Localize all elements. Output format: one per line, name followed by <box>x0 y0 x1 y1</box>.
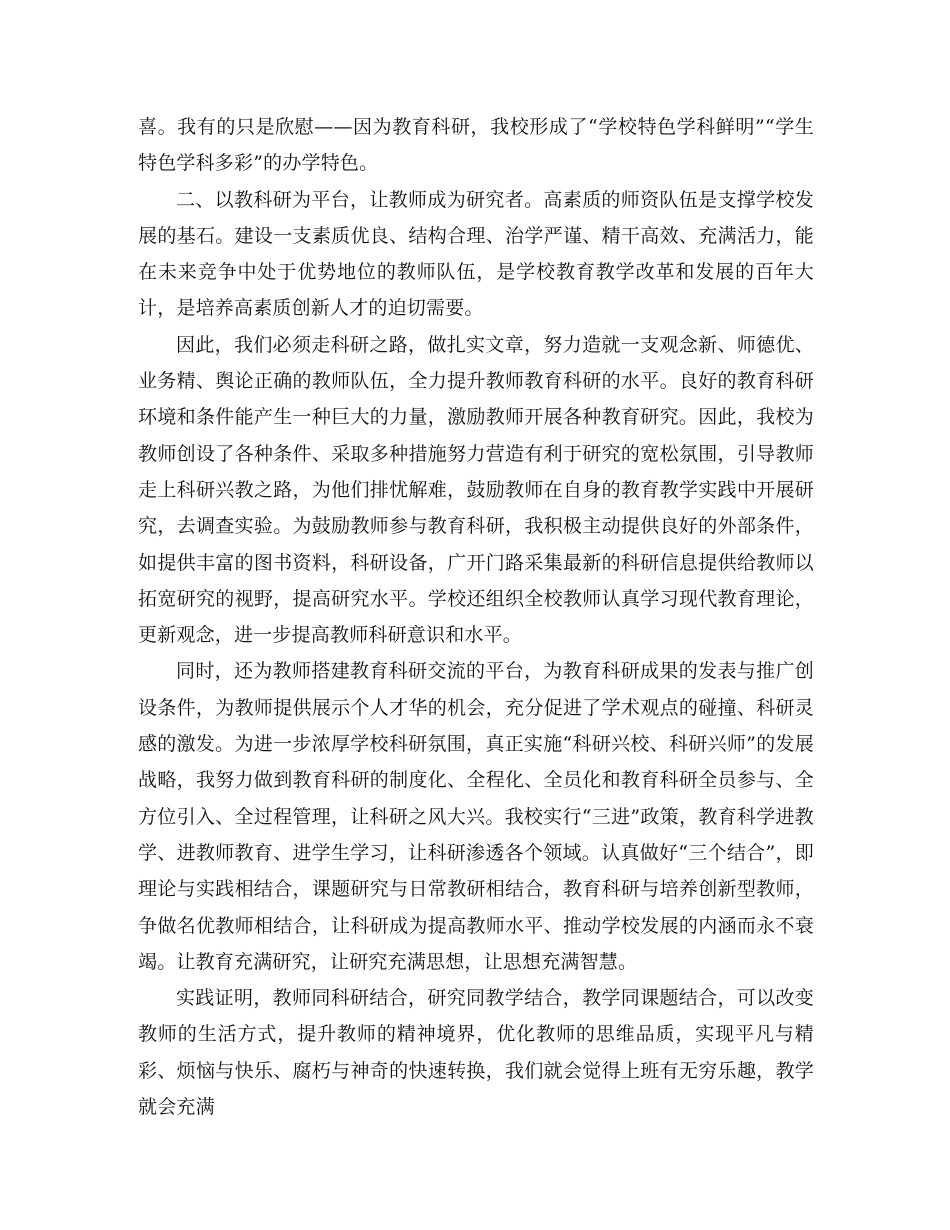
document-body <box>138 109 814 1125</box>
paragraph-5: 实践证明，教师同科研结合，研究同教学结合，教学同课题结合，可以改变教师的生活方式，提升教师的精神境界，优化教师的思维品质，实现平凡与精彩、烦恼与快乐、腐朽与神奇的快速转换，我们就会觉得上班有无穷乐趣，教学就会充满 <box>138 987 814 1119</box>
paragraph-4: 同时，还为教师搭建教育科研交流的平台，为教育科研成果的发表与推广创设条件，为教师提供展示个人才华的机会，充分促进了学术观点的碰撞、科研灵感的激发。为进一步浓厚学校科研氛围，真正实施“科研兴校、科研兴师”的发展战略，我努力做到教育科研的制度化、全程化、全员化和教育科研全员参与、全方位引入、全过程管理，让科研之风大兴。我校实行“三进”政策，教育科学进教学、进教师教育、进学生学习，让科研渗透各个领域。认真做好“三个结合”，即理论与实践相结合，课题研究与日常教研相结合，教育科研与培养创新型教师，争做名优教师相结合，让科研成为提高教师水平、推动学校发展的内涵而永不衰竭。让教育充满研究，让研究充满思想，让思想充满智慧。 <box>138 660 814 973</box>
paragraph-3: 因此，我们必须走科研之路，做扎实文章，努力造就一支观念新、师德优、业务精、舆论正确的教师队伍，全力提升教师教育科研的水平。良好的教育科研环境和条件能产生一种巨大的力量，激励教师开展各种教育研究。因此，我校为教师创设了各种条件、采取多种措施努力营造有利于研究的宽松氛围，引导教师走上科研兴教之路，为他们排忧解难，鼓励教师在自身的教育教学实践中开展研究，去调查实验。为鼓励教师参与教育科研，我积极主动提供良好的外部条件，如提供丰富的图书资料，科研设备，广开门路采集最新的科研信息提供给教师以拓宽研究的视野，提高研究水平。学校还组织全校教师认真学习现代教育理论，更新观念，进一步提高教师科研意识和水平。 <box>138 333 814 647</box>
paragraph-2: 二、以教科研为平台，让教师成为研究者。高素质的师资队伍是支撑学校发展的基石。建设一支素质优良、结构合理、治学严谨、精干高效、充满活力，能在未来竞争中处于优势地位的教师队伍，是学校教育教学改革和发展的百年大计，是培养高素质创新人才的迫切需要。 <box>138 188 814 320</box>
paragraph-1: 喜。我有的只是欣慰——因为教育科研，我校形成了“学校特色学科鲜明”“学生特色学科多彩”的办学特色。 <box>138 116 814 175</box>
